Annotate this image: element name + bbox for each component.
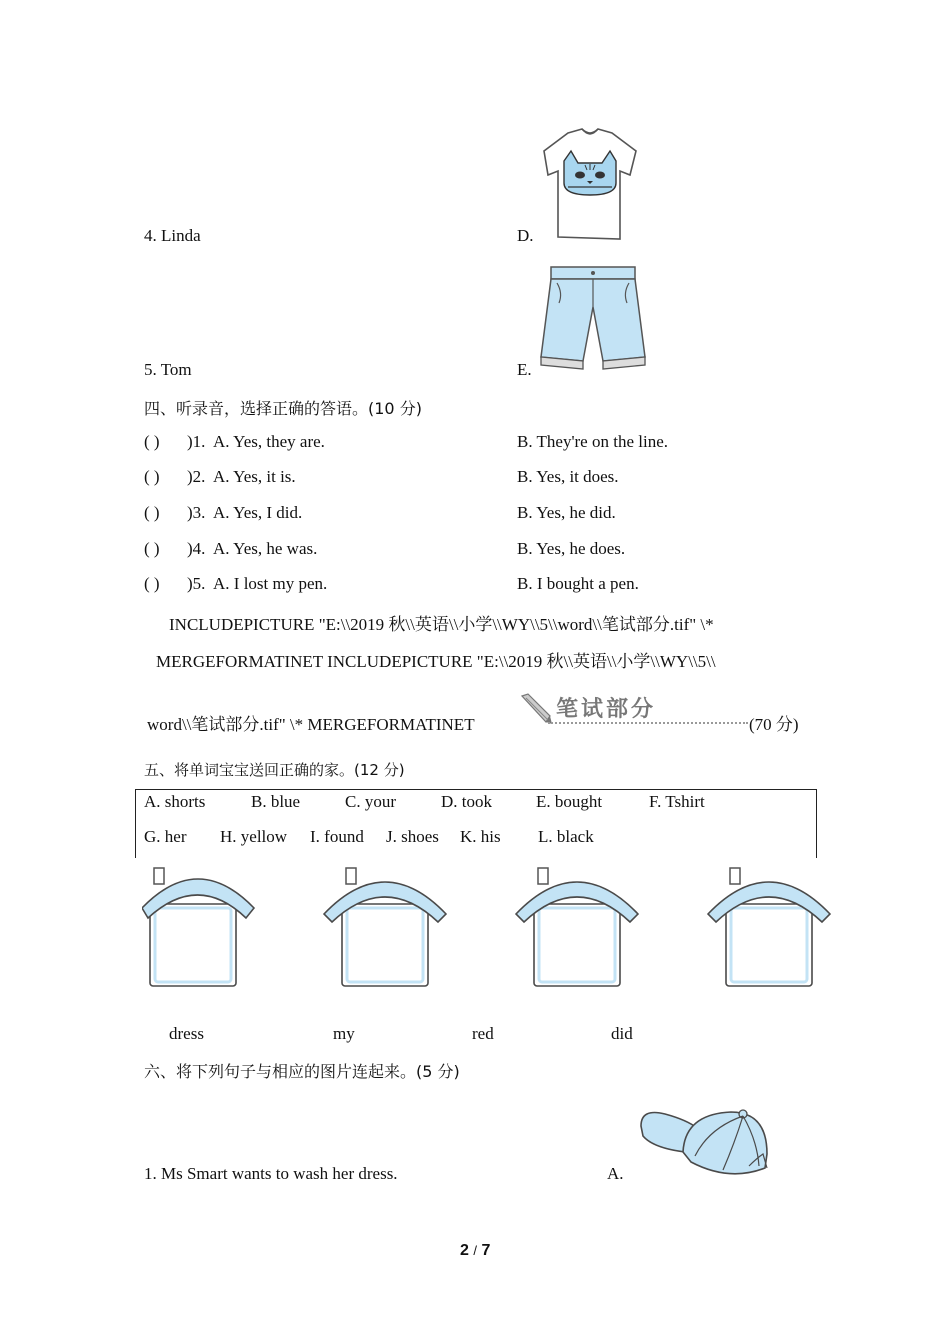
page-number <box>460 1242 490 1260</box>
picture-letter-a: A. <box>607 1164 624 1183</box>
shorts-icon <box>537 263 649 375</box>
option-b: B. They're on the line. <box>517 432 668 451</box>
sentence-1: 1. Ms Smart wants to wash her dress. <box>144 1164 398 1183</box>
word-l: L. black <box>538 827 594 846</box>
question-number: )1. <box>187 432 206 451</box>
house-icon <box>514 864 640 990</box>
house-icon <box>706 864 832 990</box>
house-icon <box>142 864 256 990</box>
answer-bracket: ( ) <box>144 539 160 558</box>
word-h: H. yellow <box>220 827 288 846</box>
section-5-title: 五、将单词宝宝送回正确的家。(12 分) <box>144 761 405 779</box>
word-k: K. his <box>460 827 501 846</box>
question-number: )2. <box>187 467 206 486</box>
written-section-banner <box>518 692 750 728</box>
option-a: A. Yes, they are. <box>213 432 325 451</box>
word-c: C. your <box>345 792 396 811</box>
match-name-4: 4. Linda <box>144 226 201 245</box>
house-icon <box>322 864 448 990</box>
cap-icon <box>639 1106 773 1182</box>
match-letter-e: E. <box>517 360 532 379</box>
section-6-title: 六、将下列句子与相应的图片连起来。(5 分) <box>144 1062 460 1081</box>
option-b: B. Yes, he does. <box>517 539 626 558</box>
page-separator: / <box>473 1243 477 1258</box>
answer-bracket: ( ) <box>144 467 160 486</box>
pencil-icon <box>518 692 554 726</box>
word-j: J. shoes <box>386 827 439 846</box>
word-b: B. blue <box>251 792 301 811</box>
field-code-line-3: word\\笔试部分.tif" \* MERGEFORMATINET <box>147 715 475 734</box>
option-a: A. Yes, I did. <box>213 503 303 522</box>
answer-bracket: ( ) <box>144 574 160 593</box>
word-f: F. Tshirt <box>649 792 705 811</box>
field-code-line-1: INCLUDEPICTURE "E:\\2019 秋\\英语\\小学\\WY\\5\\word\\笔试部分.tif" \* <box>169 615 714 634</box>
house-label-4: did <box>611 1024 633 1043</box>
answer-bracket: ( ) <box>144 503 160 522</box>
field-code-line-2: MERGEFORMATINET INCLUDEPICTURE "E:\\2019 秋\\英语\\小学\\WY\\5\\ <box>156 652 716 671</box>
question-number: )5. <box>187 574 206 593</box>
current-page: 2 <box>460 1242 469 1259</box>
question-number: )4. <box>187 539 206 558</box>
section-4-title: 四、听录音，选择正确的答语。(10 分) <box>144 399 422 418</box>
tshirt-cat-icon <box>540 125 640 243</box>
match-name-5: 5. Tom <box>144 360 192 379</box>
option-a: A. I lost my pen. <box>213 574 328 593</box>
house-label-3: red <box>472 1024 494 1043</box>
option-b: B. Yes, he did. <box>517 503 616 522</box>
word-e: E. bought <box>536 792 603 811</box>
option-a: A. Yes, it is. <box>213 467 296 486</box>
question-number: )3. <box>187 503 206 522</box>
banner-title: 笔试部分 <box>556 697 657 722</box>
house-label-1: dress <box>169 1024 204 1043</box>
word-a: A. shorts <box>144 792 206 811</box>
word-i: I. found <box>310 827 364 846</box>
section-score: (70 分) <box>749 715 799 734</box>
word-g: G. her <box>144 827 187 846</box>
option-a: A. Yes, he was. <box>213 539 318 558</box>
answer-bracket: ( ) <box>144 432 160 451</box>
option-b: B. Yes, it does. <box>517 467 619 486</box>
word-d: D. took <box>441 792 492 811</box>
house-label-2: my <box>333 1024 355 1043</box>
option-b: B. I bought a pen. <box>517 574 639 593</box>
total-pages: 7 <box>481 1242 491 1259</box>
banner-underline <box>548 722 748 724</box>
match-letter-d: D. <box>517 226 534 245</box>
